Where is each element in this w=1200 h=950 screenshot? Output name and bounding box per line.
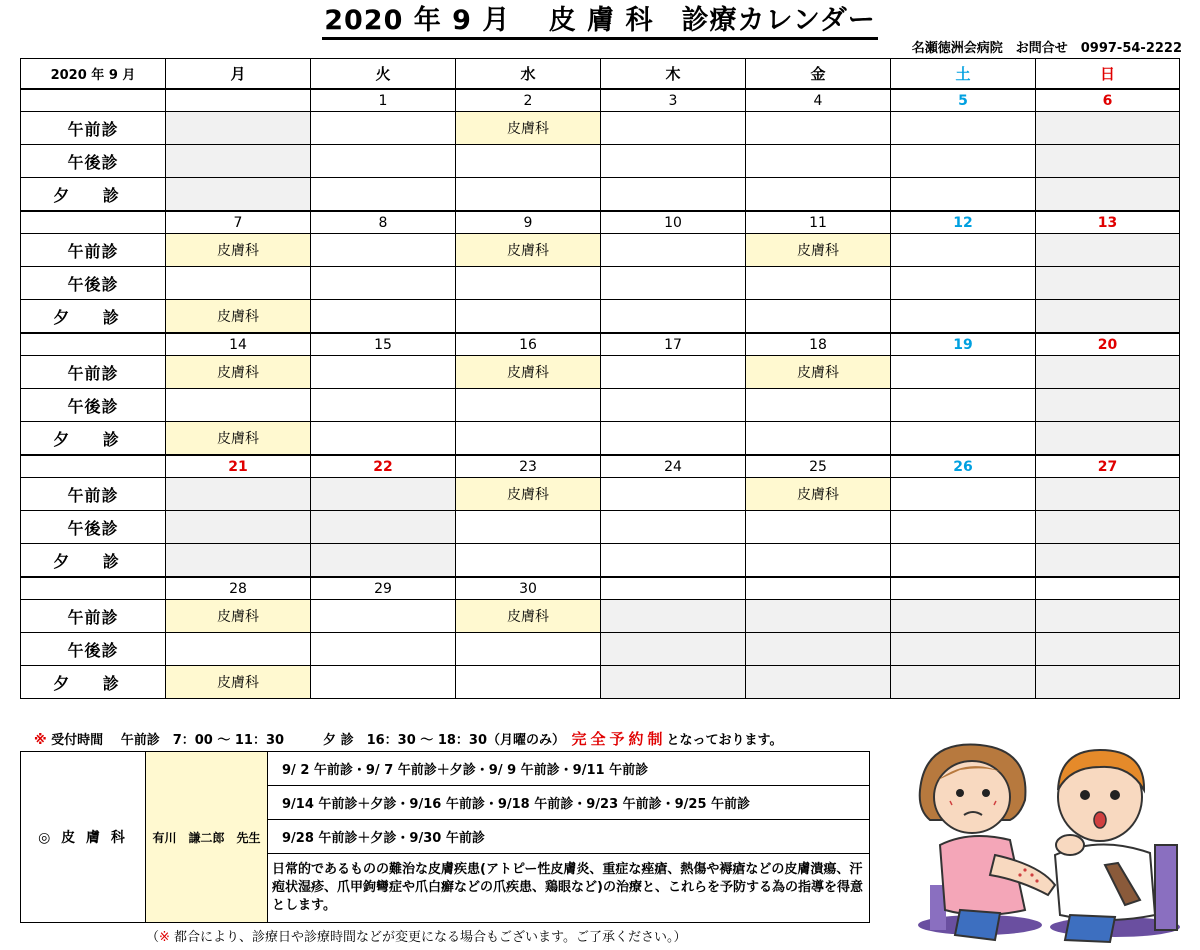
clinic-session-cell: 皮膚科 (746, 356, 891, 389)
date-cell: 15 (311, 333, 456, 356)
empty-cell (601, 145, 746, 178)
closed-cell (1036, 234, 1180, 267)
closed-cell (891, 666, 1036, 699)
empty-cell (311, 356, 456, 389)
date-cell: 19 (891, 333, 1036, 356)
date-cell: 8 (311, 211, 456, 234)
empty-cell (891, 145, 1036, 178)
session-row (21, 234, 1180, 267)
empty-cell (311, 422, 456, 456)
empty-cell (891, 112, 1036, 145)
empty-cell (456, 633, 601, 666)
closed-cell (311, 478, 456, 511)
row-label-blank (21, 455, 166, 478)
clinic-session-cell: 皮膚科 (166, 356, 311, 389)
date-cell (166, 89, 311, 112)
clinic-session-cell: 皮膚科 (166, 600, 311, 633)
row-label-blank (21, 577, 166, 600)
date-cell: 1 (311, 89, 456, 112)
date-cell: 23 (456, 455, 601, 478)
weekday-sat: 土 (891, 59, 1036, 90)
clinic-session-cell: 皮膚科 (746, 234, 891, 267)
week-date-row (21, 89, 1180, 112)
empty-cell (456, 267, 601, 300)
date-cell: 12 (891, 211, 1036, 234)
session-row (21, 422, 1180, 456)
empty-cell (891, 178, 1036, 212)
date-cell: 3 (601, 89, 746, 112)
date-cell: 13 (1036, 211, 1180, 234)
session-row (21, 478, 1180, 511)
empty-cell (601, 356, 746, 389)
clinic-session-cell: 皮膚科 (456, 234, 601, 267)
footnote: （※ 都合により、診療日や診療時間などが変更になる場合もございます。ご了承ください。） (146, 930, 687, 945)
date-cell (601, 577, 746, 600)
session-label: 午前診 (21, 478, 166, 511)
empty-cell (166, 389, 311, 422)
closed-cell (746, 600, 891, 633)
session-row (21, 544, 1180, 578)
empty-cell (601, 112, 746, 145)
date-cell: 18 (746, 333, 891, 356)
date-cell: 24 (601, 455, 746, 478)
empty-cell (311, 666, 456, 699)
empty-cell (601, 234, 746, 267)
empty-cell (456, 544, 601, 578)
date-cell: 30 (456, 577, 601, 600)
empty-cell (891, 300, 1036, 334)
closed-cell (601, 633, 746, 666)
date-cell: 14 (166, 333, 311, 356)
date-cell (746, 577, 891, 600)
empty-cell (746, 544, 891, 578)
empty-cell (746, 389, 891, 422)
closed-cell (166, 544, 311, 578)
empty-cell (311, 234, 456, 267)
session-label: 午前診 (21, 600, 166, 633)
week-date-row (21, 333, 1180, 356)
closed-cell (891, 633, 1036, 666)
session-label: 午後診 (21, 633, 166, 666)
notice-mark: ※ (34, 733, 47, 748)
session-row (21, 112, 1180, 145)
session-row (21, 666, 1180, 699)
session-label: 午後診 (21, 145, 166, 178)
date-cell: 9 (456, 211, 601, 234)
doctor-info-table (20, 751, 870, 923)
date-cell: 6 (1036, 89, 1180, 112)
closed-cell (601, 600, 746, 633)
week-date-row (21, 455, 1180, 478)
closed-cell (311, 511, 456, 544)
empty-cell (746, 145, 891, 178)
empty-cell (456, 178, 601, 212)
closed-cell (1036, 633, 1180, 666)
date-cell: 11 (746, 211, 891, 234)
empty-cell (746, 300, 891, 334)
empty-cell (311, 300, 456, 334)
reception-notice (34, 728, 783, 749)
empty-cell (311, 178, 456, 212)
empty-cell (601, 511, 746, 544)
date-cell: 25 (746, 455, 891, 478)
empty-cell (746, 511, 891, 544)
empty-cell (746, 178, 891, 212)
empty-cell (601, 389, 746, 422)
week-date-row (21, 577, 1180, 600)
date-cell: 17 (601, 333, 746, 356)
closed-cell (1036, 478, 1180, 511)
date-cell: 22 (311, 455, 456, 478)
empty-cell (601, 178, 746, 212)
empty-cell (311, 600, 456, 633)
session-label: 午後診 (21, 511, 166, 544)
weekday-sun: 日 (1036, 59, 1180, 90)
week-date-row (21, 211, 1180, 234)
empty-cell (891, 267, 1036, 300)
session-row (21, 178, 1180, 212)
closed-cell (1036, 666, 1180, 699)
closed-cell (166, 511, 311, 544)
empty-cell (601, 478, 746, 511)
closed-cell (1036, 112, 1180, 145)
empty-cell (746, 267, 891, 300)
closed-cell (1036, 600, 1180, 633)
empty-cell (456, 389, 601, 422)
session-row (21, 600, 1180, 633)
closed-cell (166, 178, 311, 212)
notice-tail: となっております。 (666, 733, 783, 748)
empty-cell (891, 234, 1036, 267)
date-cell: 2 (456, 89, 601, 112)
empty-cell (311, 145, 456, 178)
clinic-session-cell: 皮膚科 (746, 478, 891, 511)
empty-cell (601, 300, 746, 334)
empty-cell (891, 544, 1036, 578)
closed-cell (1036, 389, 1180, 422)
weekday-tue: 火 (311, 59, 456, 90)
date-cell: 28 (166, 577, 311, 600)
clinic-session-cell: 皮膚科 (456, 356, 601, 389)
empty-cell (891, 422, 1036, 456)
empty-cell (311, 633, 456, 666)
date-cell (1036, 577, 1180, 600)
session-label: 午後診 (21, 267, 166, 300)
row-label-blank (21, 211, 166, 234)
session-row (21, 633, 1180, 666)
clinic-session-cell: 皮膚科 (456, 600, 601, 633)
specialty-description: 日常的であるものの難治な皮膚疾患(アトピー性皮膚炎、重症な痤瘡、熱傷や褥瘡などの皮膚潰瘍、汗疱状湿疹、爪甲鉤彎症や爪白癬などの爪疾患、鶏眼など)の治療と、これらを予防する為の指導を得意とします。 (268, 854, 870, 923)
schedule-line: 9/28 午前診＋夕診・9/30 午前診 (268, 820, 870, 854)
date-cell: 7 (166, 211, 311, 234)
clinic-session-cell: 皮膚科 (166, 234, 311, 267)
clinic-session-cell: 皮膚科 (166, 666, 311, 699)
empty-cell (166, 633, 311, 666)
weekday-wed: 水 (456, 59, 601, 90)
weekday-thu: 木 (601, 59, 746, 90)
date-cell: 29 (311, 577, 456, 600)
empty-cell (456, 145, 601, 178)
date-cell: 16 (456, 333, 601, 356)
empty-cell (311, 112, 456, 145)
closed-cell (166, 478, 311, 511)
session-row (21, 300, 1180, 334)
empty-cell (746, 422, 891, 456)
session-label: 午前診 (21, 234, 166, 267)
row-label-blank (21, 89, 166, 112)
schedule-line: 9/14 午前診＋夕診・9/16 午前診・9/18 午前診・9/23 午前診・9/25 午前診 (268, 786, 870, 820)
closed-cell (1036, 300, 1180, 334)
closed-cell (166, 145, 311, 178)
calendar-table (20, 58, 1180, 699)
closed-cell (1036, 422, 1180, 456)
empty-cell (891, 511, 1036, 544)
weekday-fri: 金 (746, 59, 891, 90)
date-cell: 21 (166, 455, 311, 478)
date-cell: 10 (601, 211, 746, 234)
empty-cell (456, 666, 601, 699)
session-label: 午後診 (21, 389, 166, 422)
session-row (21, 389, 1180, 422)
closed-cell (1036, 356, 1180, 389)
reservation-only-label: 完全予約制 (571, 730, 667, 748)
closed-cell (601, 666, 746, 699)
two-patients-illustration (900, 735, 1190, 945)
empty-cell (311, 267, 456, 300)
closed-cell (1036, 267, 1180, 300)
closed-cell (746, 666, 891, 699)
date-cell: 20 (1036, 333, 1180, 356)
session-label: 夕 診 (21, 422, 166, 456)
date-cell: 27 (1036, 455, 1180, 478)
department-label: ◎ 皮 膚 科 (21, 752, 146, 923)
row-label-blank (21, 333, 166, 356)
empty-cell (746, 112, 891, 145)
empty-cell (891, 356, 1036, 389)
page-title: 2020 年 9 月 皮 膚 科 診療カレンダー (0, 4, 1200, 40)
schedule-line: 9/ 2 午前診・9/ 7 午前診＋夕診・9/ 9 午前診・9/11 午前診 (268, 752, 870, 786)
session-label: 夕 診 (21, 178, 166, 212)
closed-cell (1036, 145, 1180, 178)
clinic-session-cell: 皮膚科 (166, 300, 311, 334)
session-label: 夕 診 (21, 300, 166, 334)
session-label: 午前診 (21, 356, 166, 389)
empty-cell (311, 389, 456, 422)
closed-cell (1036, 178, 1180, 212)
empty-cell (456, 300, 601, 334)
session-row (21, 145, 1180, 178)
empty-cell (456, 422, 601, 456)
empty-cell (601, 267, 746, 300)
session-label: 午前診 (21, 112, 166, 145)
session-row (21, 267, 1180, 300)
closed-cell (746, 633, 891, 666)
date-cell (891, 577, 1036, 600)
session-row (21, 511, 1180, 544)
empty-cell (601, 544, 746, 578)
closed-cell (311, 544, 456, 578)
closed-cell (1036, 544, 1180, 578)
session-label: 夕 診 (21, 544, 166, 578)
empty-cell (456, 511, 601, 544)
contact-info: 名瀬徳洲会病院 お問合せ 0997-54-2222 (911, 41, 1182, 56)
closed-cell (891, 600, 1036, 633)
reception-hours: 受付時間 午前診 7：00 ～ 11：30 夕 診 16：30 ～ 18：30（月曜のみ） (46, 733, 572, 748)
doctor-name: 有川 謙二郎 先生 (146, 752, 268, 923)
clinic-session-cell: 皮膚科 (456, 478, 601, 511)
date-cell: 5 (891, 89, 1036, 112)
session-label: 夕 診 (21, 666, 166, 699)
closed-cell (166, 112, 311, 145)
date-cell: 26 (891, 455, 1036, 478)
empty-cell (166, 267, 311, 300)
closed-cell (1036, 511, 1180, 544)
clinic-session-cell: 皮膚科 (456, 112, 601, 145)
empty-cell (891, 478, 1036, 511)
session-row (21, 356, 1180, 389)
empty-cell (601, 422, 746, 456)
empty-cell (891, 389, 1036, 422)
clinic-session-cell: 皮膚科 (166, 422, 311, 456)
calendar-month-label: 2020 年 9 月 (21, 59, 166, 90)
weekday-mon: 月 (166, 59, 311, 90)
date-cell: 4 (746, 89, 891, 112)
